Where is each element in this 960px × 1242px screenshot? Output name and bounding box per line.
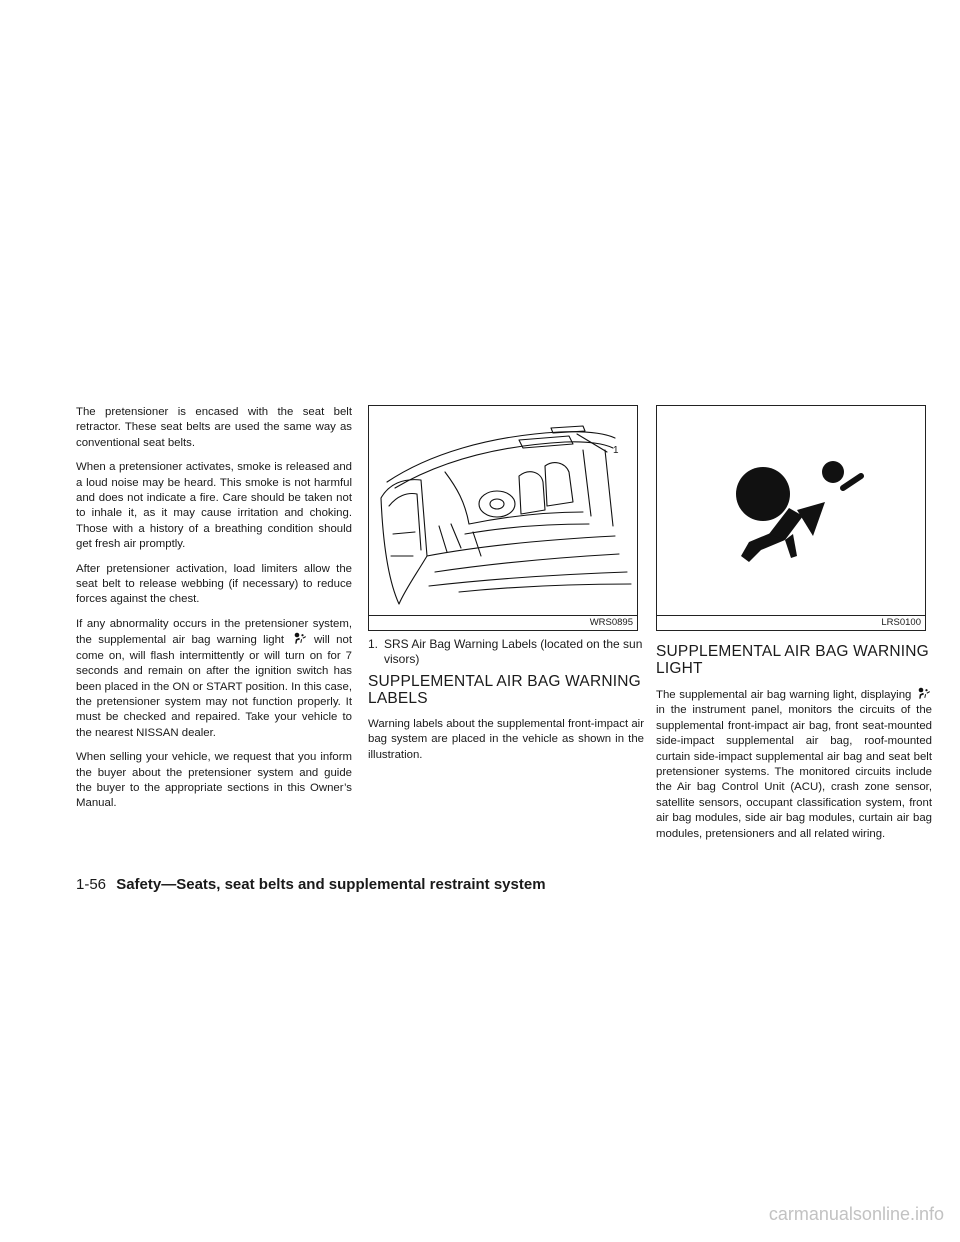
paragraph: When selling your vehicle, we request that you inform the buyer about the pretensioner system and guide the buyer to the appropriate sections in this Owner’s Manual. <box>76 751 352 810</box>
paragraph <box>656 687 932 842</box>
paragraph: Warning labels about the supplemental front-impact air bag system are placed in the vehicle as shown in the illustration. <box>368 718 644 761</box>
figure-divider <box>369 615 637 616</box>
watermark: carmanualsonline.info <box>768 1204 944 1224</box>
column-right <box>656 405 932 851</box>
paragraph-text: The supplemental air bag warning light, displaying <box>656 689 912 701</box>
paragraph: The pretensioner is encased with the seat belt retractor. These seat belts are used the same way as conventional seat belts. <box>76 406 352 449</box>
caption-number: 1. <box>368 637 379 651</box>
section-title: Safety—Seats, seat belts and supplemental restraint system <box>116 876 546 893</box>
paragraph-text: If any abnormality occurs in the pretensioner system, the supplemental air bag warning light <box>76 617 352 647</box>
vehicle-interior-drawing <box>369 406 637 616</box>
section-heading: SUPPLEMENTAL AIR BAG WARNING LABELS <box>368 673 641 707</box>
vehicle-interior-illustration <box>368 405 638 631</box>
paragraph: When a pretensioner activates, smoke is released and a loud noise may be heard. This smoke is not harmful and does not indicate a fire. Care should be taken not to inhale it, as it may cause irritation and choking. Those with a history of a breathing condition should get fresh air promptly. <box>76 461 352 551</box>
figure-code: LRS0100 <box>881 617 921 628</box>
paragraph: After pretensioner activation, load limiters allow the seat belt to release webbing (if necessary) to reduce forces against the chest. <box>76 562 352 606</box>
airbag-warning-symbol <box>657 406 925 616</box>
figure-code: WRS0895 <box>589 617 633 628</box>
figure-callout: 1 <box>613 445 619 456</box>
figure-divider <box>657 615 925 616</box>
column-left <box>76 405 352 821</box>
paragraph-text: will not come on, will flash intermittently or will turn on for 7 seconds and remain on after the ignition switch has been placed in the ON or START position. In this case, the pretensioner system may not function properly. It must be checked and repaired. Take your vehicle to the nearest NISSAN dealer. <box>76 634 352 739</box>
airbag-warning-icon <box>917 687 930 700</box>
figure-caption <box>368 637 644 667</box>
paragraph <box>76 617 352 741</box>
page-number: 1-56 <box>76 876 107 893</box>
airbag-warning-icon <box>293 632 306 645</box>
paragraph-text: in the instrument panel, monitors the circuits of the supplemental front-impact air bag, front seat-mounted side-impact supplemental air bag, roof-mounted curtain side-impact supplemental air bag and seat belt pretensioner systems. The monitored circuits include the Air bag Control Unit (ACU), crash zone sensor, satellite sensors, occupant classification system, front air bag modules, side air bag modules, curtain air bag modules, pretensioners and all related wiring. <box>656 704 932 840</box>
column-middle <box>368 405 644 772</box>
airbag-warning-light-illustration <box>656 405 926 631</box>
section-heading: SUPPLEMENTAL AIR BAG WARNING LIGHT <box>656 643 929 677</box>
page-footer <box>76 876 546 894</box>
caption-text: SRS Air Bag Warning Labels (located on the sun visors) <box>384 637 643 666</box>
